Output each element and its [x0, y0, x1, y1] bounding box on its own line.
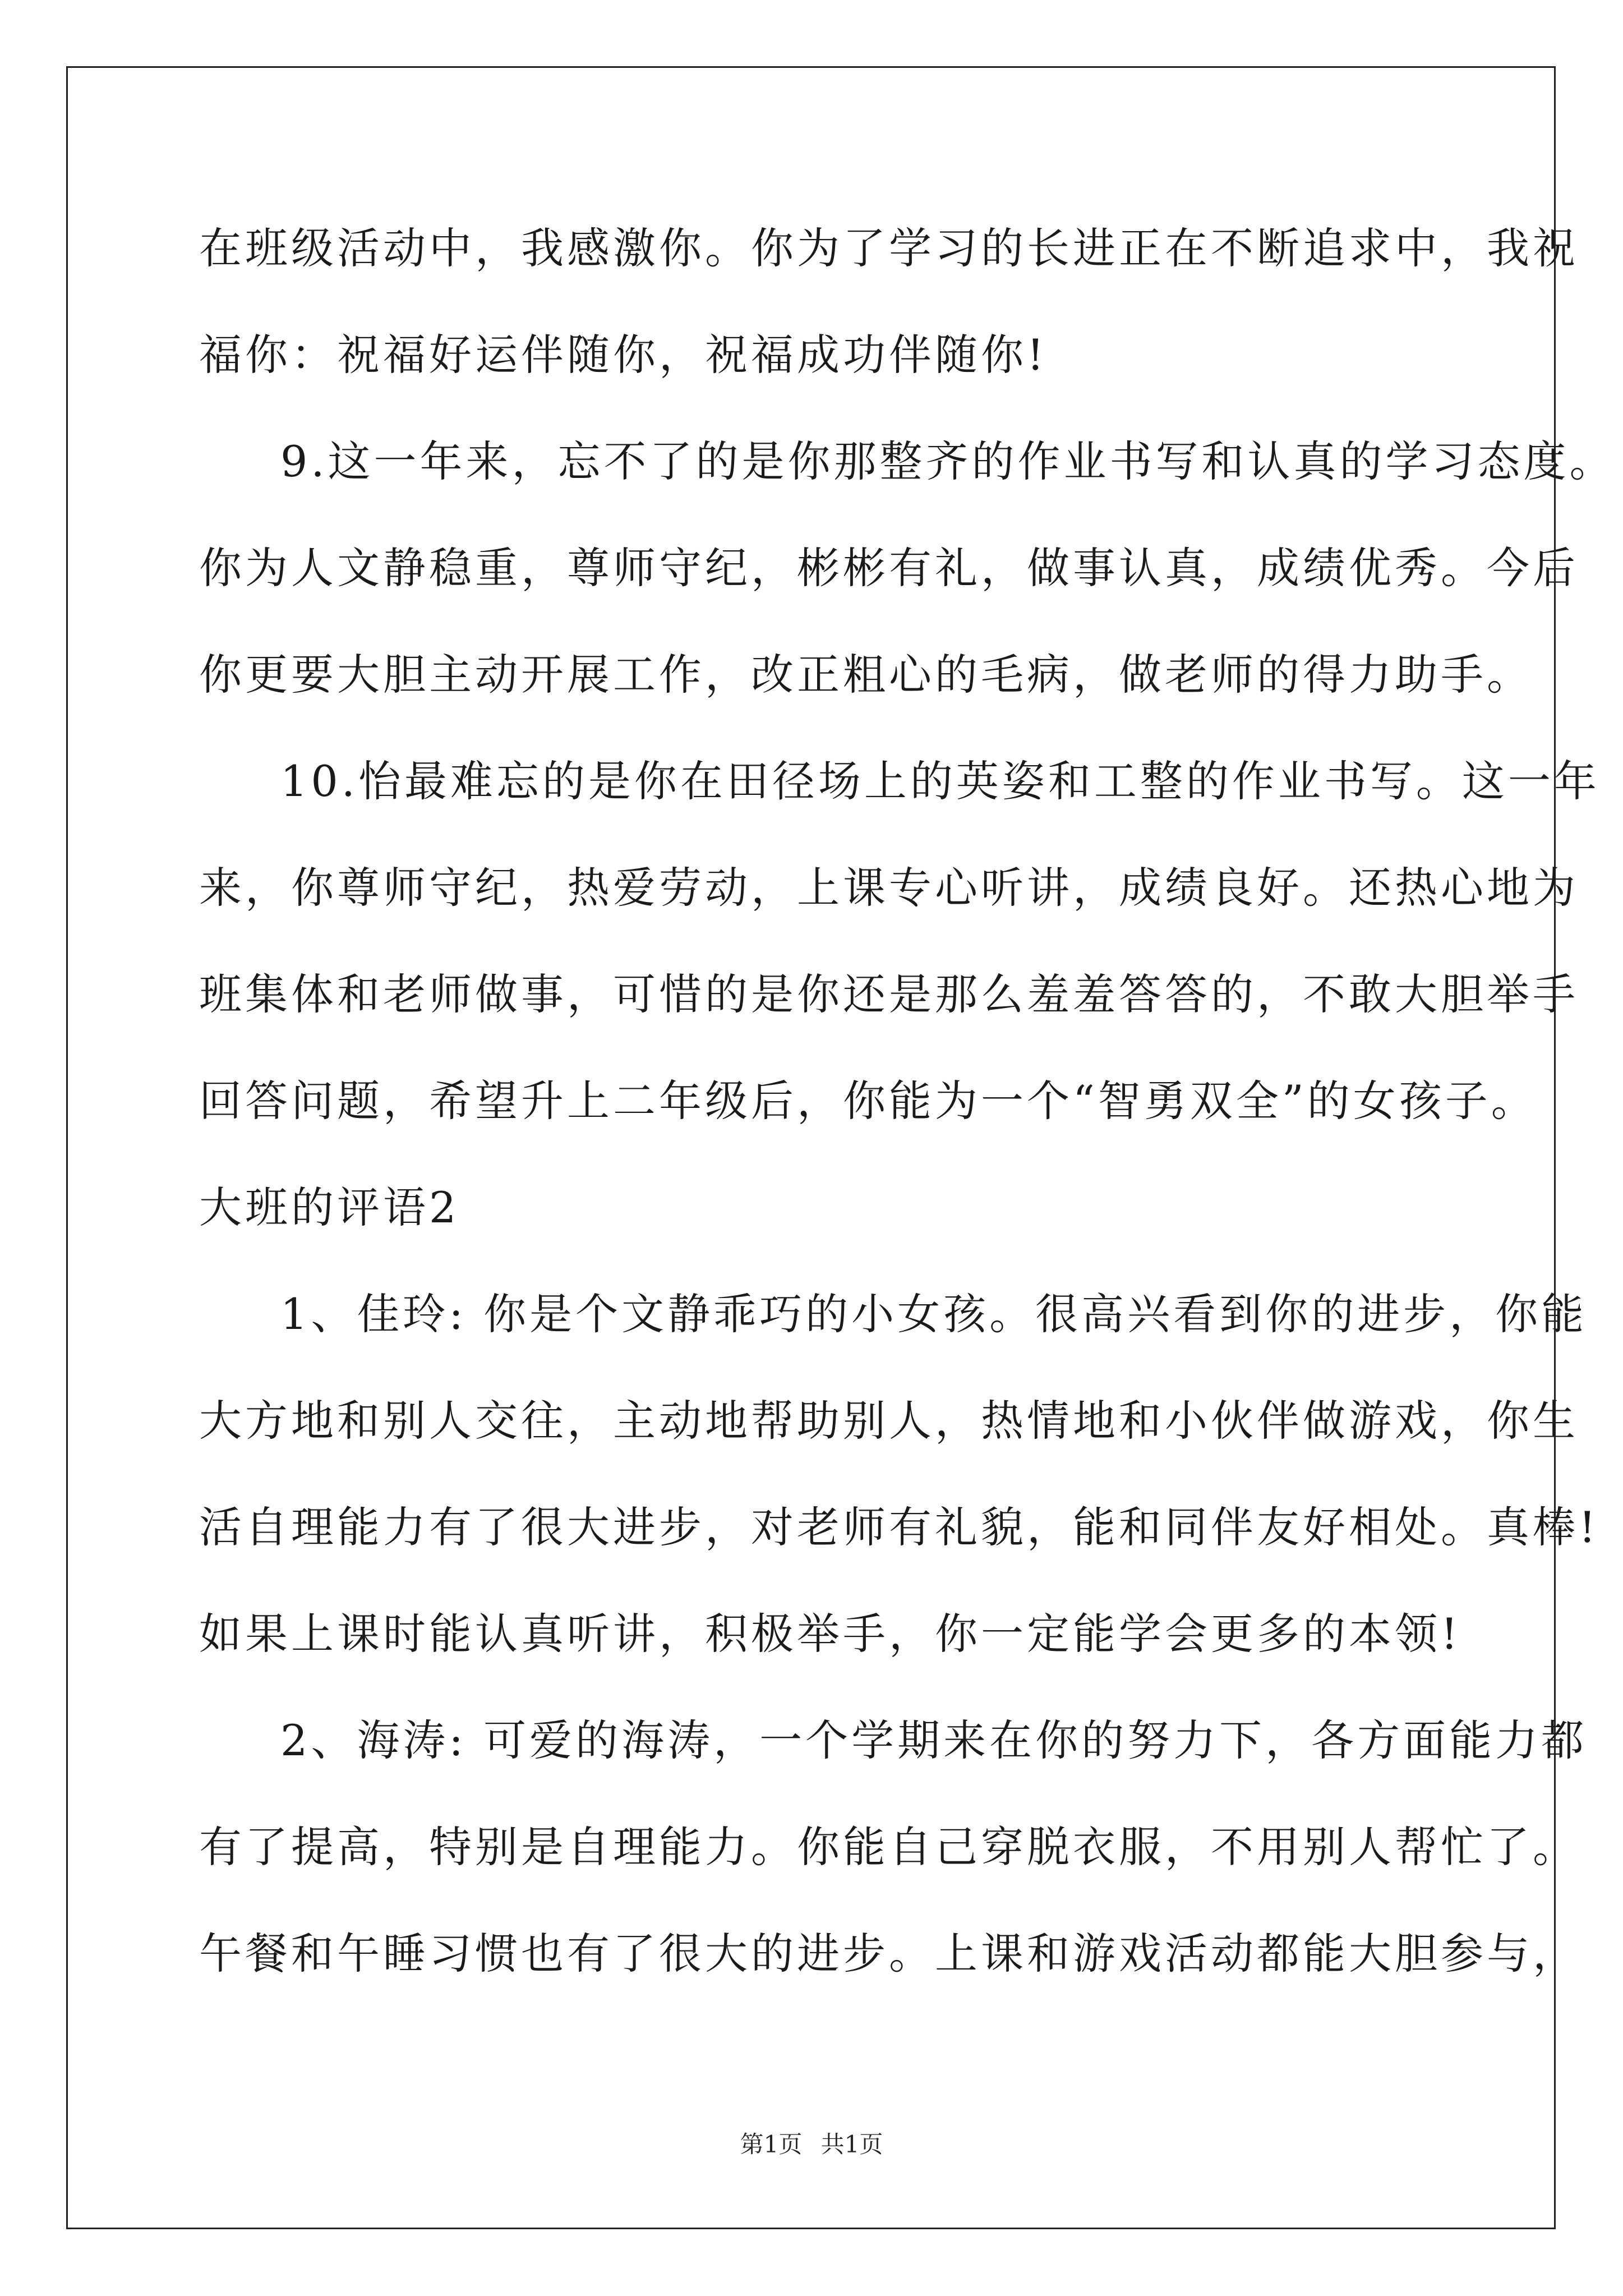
- text-line: 如果上课时能认真听讲，积极举手，你一定能学会更多的本领!: [199, 1609, 1461, 1659]
- text-line: 10.怡最难忘的是你在田径场上的英姿和工整的作业书写。这一年: [280, 756, 1600, 806]
- text-line: 班集体和老师做事，可惜的是你还是那么羞羞答答的，不敢大胆举手: [199, 969, 1579, 1019]
- text-line: 午餐和午睡习惯也有了很大的进步。上课和游戏活动都能大胆参与，: [199, 1929, 1579, 1978]
- text-line: 1、佳玲: 你是个文静乖巧的小女孩。很高兴看到你的进步，你能: [280, 1289, 1588, 1339]
- text-line: 2、海涛: 可爱的海涛，一个学期来在你的努力下，各方面能力都: [280, 1715, 1588, 1765]
- text-line: 你为人文静稳重，尊师守纪，彬彬有礼，做事认真，成绩优秀。今后: [199, 543, 1579, 593]
- text-line: 有了提高，特别是自理能力。你能自己穿脱衣服，不用别人帮忙了。: [199, 1822, 1579, 1872]
- text-line: 回答问题，希望升上二年级后，你能为一个“智勇双全”的女孩子。: [199, 1076, 1537, 1126]
- text-line: 活自理能力有了很大进步，对老师有礼貌，能和同伴友好相处。真棒!: [199, 1502, 1599, 1552]
- text-line: 9.这一年来，忘不了的是你那整齐的作业书写和认真的学习态度。: [280, 436, 1616, 486]
- text-line: 你更要大胆主动开展工作，改正粗心的毛病，做老师的得力助手。: [199, 650, 1533, 700]
- text-line: 大方地和别人交往，主动地帮助别人，热情地和小伙伴做游戏，你生: [199, 1396, 1579, 1446]
- text-line: 来，你尊师守纪，热爱劳动，上课专心听讲，成绩良好。还热心地为: [199, 863, 1579, 913]
- document-body: [199, 206, 1616, 2018]
- text-line: 福你：祝福好运伴随你，祝福成功伴随你!: [199, 330, 1048, 380]
- section-heading: 大班的评语2: [199, 1182, 460, 1232]
- page-footer: 第1页 共1页: [740, 2131, 883, 2158]
- text-line: 在班级活动中，我感激你。你为了学习的长进正在不断追求中，我祝: [199, 223, 1579, 273]
